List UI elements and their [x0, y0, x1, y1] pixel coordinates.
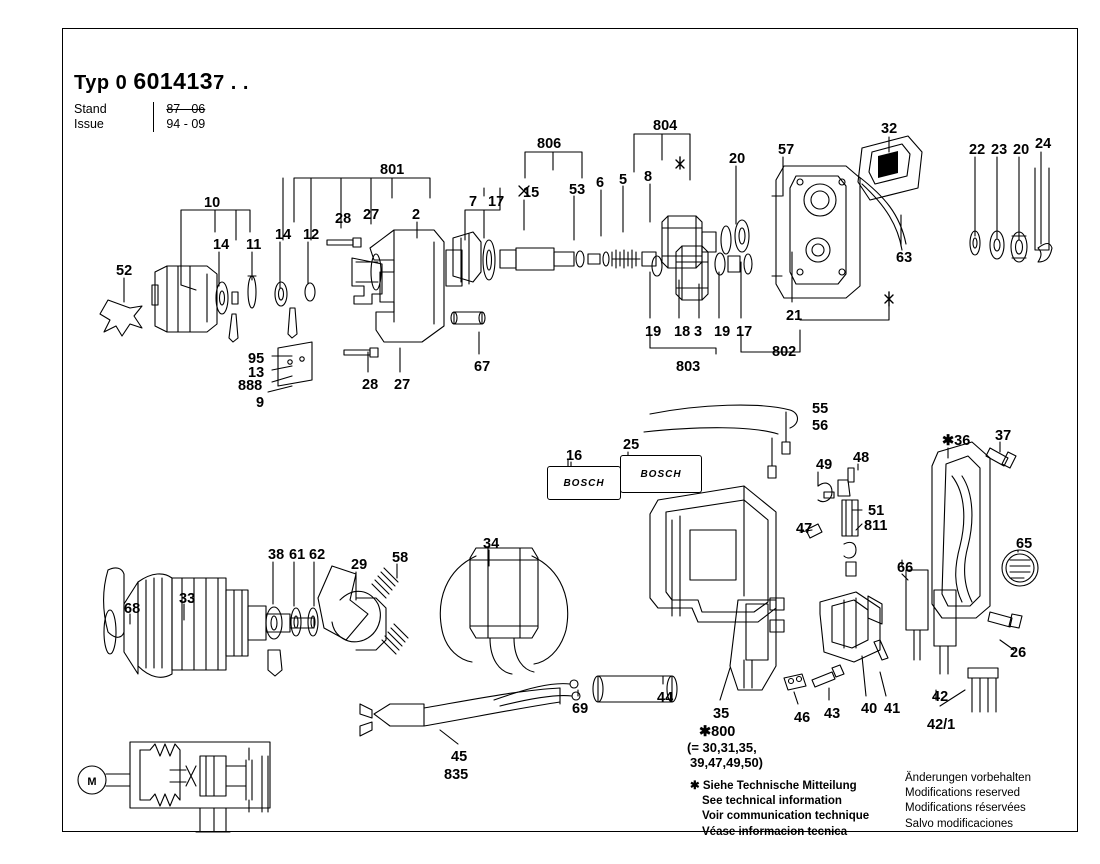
part-number-n800b: (= 30,31,35, [687, 740, 757, 755]
part-number-n44: 44 [657, 690, 674, 706]
part-number-n23: 23 [991, 142, 1008, 158]
part-number-n67: 67 [474, 359, 491, 375]
part-number-n48: 48 [853, 450, 870, 466]
part-number-n51: 51 [868, 503, 885, 519]
type-suffix: 7 . . [213, 72, 249, 94]
part-number-n9: 9 [256, 395, 265, 411]
stand-label: Stand [74, 102, 107, 116]
wiring-motor-label: M [87, 776, 97, 788]
modifications-line-2: Modifications reserved [905, 787, 1021, 800]
tech-note-line-3: Voir communication technique [702, 810, 870, 823]
part-number-n46: 46 [794, 710, 811, 726]
part-number-n20: 20 [729, 151, 746, 167]
part-number-n33: 33 [179, 591, 196, 607]
tech-star-icon: ✱ [690, 780, 700, 792]
part-number-n26: 26 [1010, 645, 1027, 661]
part-number-n3: 3 [694, 324, 703, 340]
part-number-n69: 69 [572, 701, 589, 717]
part-number-n835: 835 [444, 767, 469, 783]
modifications-line-4: Salvo modificaciones [905, 817, 1014, 830]
part-number-n49: 49 [816, 457, 833, 473]
part-number-n32: 32 [881, 121, 898, 137]
part-number-n37: 37 [995, 428, 1012, 444]
type-prefix: Typ 0 [74, 72, 134, 94]
bosch-nameplate-label16: BOSCH [547, 466, 621, 500]
part-number-n68: 68 [124, 601, 141, 617]
type-code: 601413 [133, 68, 214, 94]
part-number-n36: ✱36 [942, 433, 971, 449]
part-number-n11: 11 [246, 237, 262, 253]
part-number-n28b: 28 [362, 377, 379, 393]
part-number-n804: 804 [653, 118, 678, 134]
part-number-n28: 28 [335, 211, 352, 227]
part-number-n27: 27 [363, 207, 380, 223]
part-number-n806: 806 [537, 136, 562, 152]
part-number-n35: 35 [713, 706, 730, 722]
part-number-n66: 66 [897, 560, 914, 576]
part-number-n21: 21 [786, 308, 803, 324]
part-number-n58: 58 [392, 550, 409, 566]
technical-note-block [690, 779, 869, 840]
part-number-n24: 24 [1035, 136, 1052, 152]
tech-note-line-1: Siehe Technische Mitteilung [702, 780, 857, 792]
part-number-n801: 801 [380, 162, 405, 178]
part-number-n16: 16 [566, 448, 583, 464]
part-number-n45: 45 [451, 749, 468, 765]
part-number-n47: 47 [796, 521, 813, 537]
tech-note-line-4: Véase informacion tecnica [702, 825, 848, 838]
part-number-n7: 7 [469, 194, 478, 210]
issue-block [74, 102, 249, 132]
part-number-n2: 2 [412, 207, 421, 223]
part-number-n62: 62 [309, 547, 326, 563]
part-number-n29: 29 [351, 557, 368, 573]
part-number-n17b: 17 [736, 324, 753, 340]
part-number-n800: ✱800 [699, 724, 736, 740]
part-number-n20b: 20 [1013, 142, 1030, 158]
part-number-n800c: 39,47,49,50) [690, 755, 764, 770]
part-number-n61: 61 [289, 547, 306, 563]
part-number-n55: 55 [812, 401, 829, 417]
title-block [74, 68, 249, 132]
part-number-n95: 95 [248, 351, 265, 367]
part-number-n18: 18 [674, 324, 691, 340]
bosch-nameplate-label25: BOSCH [620, 455, 702, 493]
part-number-n56: 56 [812, 418, 829, 434]
part-number-n811: 811 [864, 518, 888, 534]
part-number-n802: 802 [772, 344, 797, 360]
part-number-n8: 8 [644, 169, 653, 185]
part-number-n40: 40 [861, 701, 878, 717]
part-number-n52: 52 [116, 263, 133, 279]
part-number-n6: 6 [596, 175, 605, 191]
part-number-n5: 5 [619, 172, 628, 188]
modifications-note-block [905, 771, 1031, 832]
issue-label: Issue [74, 117, 104, 132]
part-number-n10: 10 [204, 195, 221, 211]
part-number-n42_1: 42/1 [927, 717, 956, 733]
part-number-n803: 803 [676, 359, 701, 375]
part-number-n27b: 27 [394, 377, 411, 393]
part-number-n43: 43 [824, 706, 841, 722]
part-number-n14: 14 [213, 237, 230, 253]
modifications-line-1: Änderungen vorbehalten [905, 772, 1031, 784]
part-number-n63: 63 [896, 250, 913, 266]
modifications-line-3: Modifications réservées [905, 802, 1026, 815]
part-number-n12: 12 [303, 227, 320, 243]
page-title [74, 68, 249, 95]
part-number-n65: 65 [1016, 536, 1033, 552]
part-number-n19: 19 [645, 324, 662, 340]
stand-value: 87 - 06 [166, 102, 206, 116]
part-number-n22: 22 [969, 142, 986, 158]
part-number-n25: 25 [623, 437, 640, 453]
drawing-frame [62, 28, 1078, 832]
part-number-n34: 34 [483, 536, 500, 552]
part-number-n57: 57 [778, 142, 795, 158]
part-number-n38: 38 [268, 547, 285, 563]
part-number-n15: 15 [523, 185, 540, 201]
part-number-n41: 41 [884, 701, 901, 717]
part-number-n42: 42 [932, 689, 949, 705]
part-number-n888: 888 [238, 378, 263, 394]
issue-value: 94 - 09 [166, 117, 206, 132]
part-number-n13: 13 [248, 365, 265, 381]
tech-note-line-2: See technical information [702, 795, 842, 808]
part-number-n14b: 14 [275, 227, 292, 243]
part-number-n19b: 19 [714, 324, 731, 340]
part-number-n17: 17 [488, 194, 505, 210]
part-number-n53: 53 [569, 182, 586, 198]
